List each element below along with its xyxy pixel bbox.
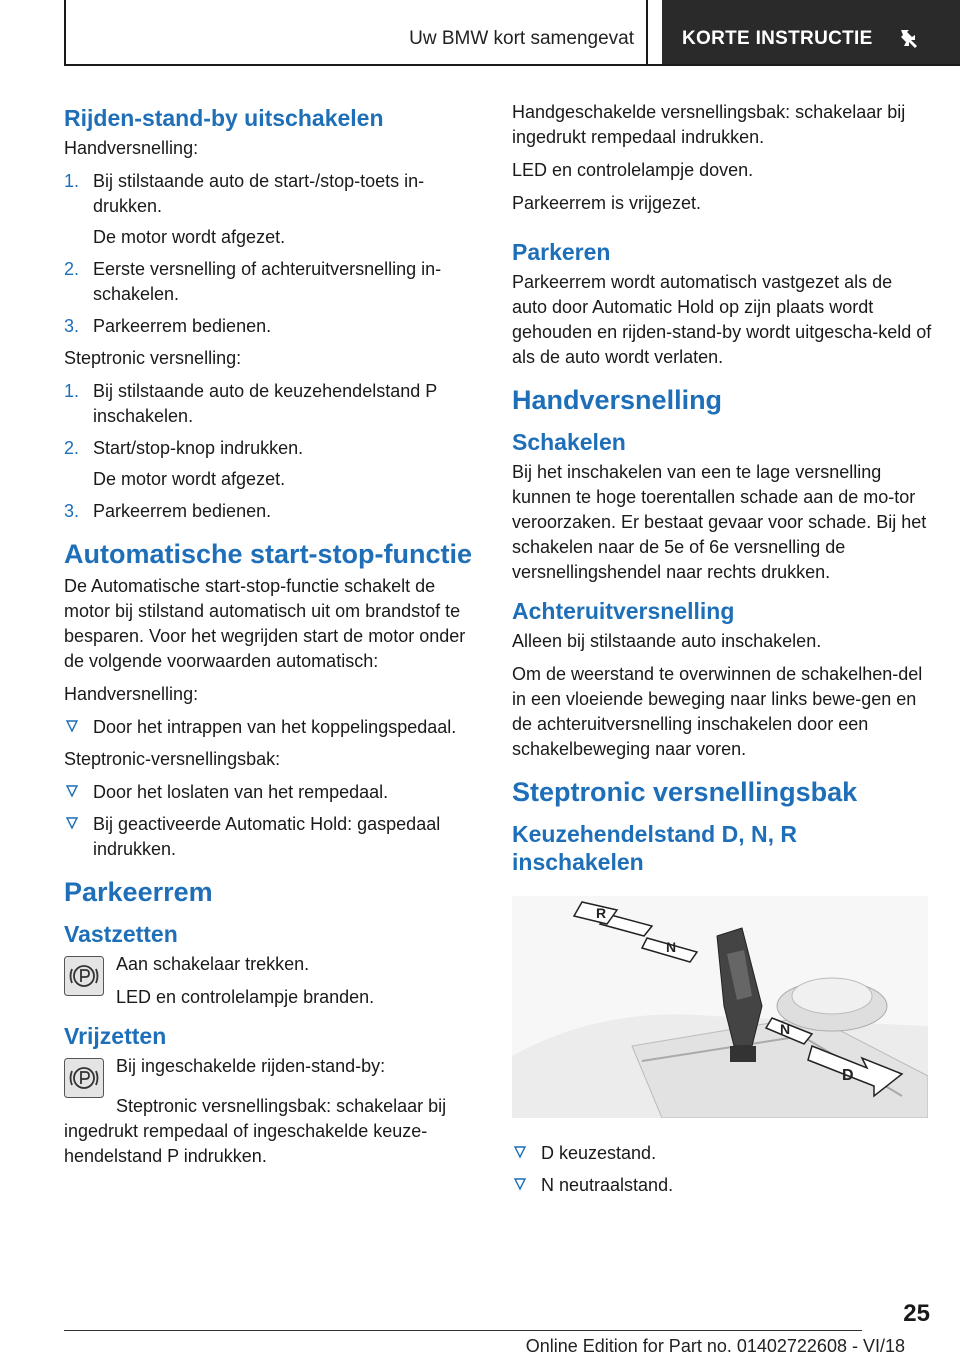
step-text: Bij stilstaande auto de keuzehendelstand P inschakelen. <box>93 381 437 426</box>
step-text: Parkeerrem bedienen. <box>93 501 272 521</box>
heading-schakelen: Schakelen <box>512 429 626 455</box>
steptronic-label: Steptronic versnelling: <box>64 348 242 368</box>
parkeren-body: Parkeerrem wordt automatisch vastgezet als de auto door Automatic Hold op zijn plaats wordt gehouden en rijden-stand-by wordt uitgescha-keld of als de auto wordt verlaten. <box>512 272 932 367</box>
bullet-text: D keuzestand. <box>541 1143 657 1163</box>
bullet-triangle-icon <box>513 1145 527 1159</box>
heading-achteruitversnelling: Achteruitversnelling <box>512 598 735 624</box>
vastzetten-text-2: LED en controlelampje branden. <box>116 987 375 1007</box>
step-text: Parkeerrem bedienen. <box>93 316 272 336</box>
footer-edition: Online Edition for Part no. 01402722608 - VI/18 <box>525 1336 905 1356</box>
header-tab-label: KORTE INSTRUCTIE <box>682 28 873 49</box>
list-item <box>512 1173 932 1198</box>
step-number: 1. <box>64 381 80 401</box>
list-item <box>64 715 484 740</box>
heading-keuzehendelstand: Keuzehendelstand D, N, R inschakelen <box>512 821 797 875</box>
heading-steptronic-versnellingsbak: Steptronic versnellingsbak <box>512 777 858 807</box>
heading-parkeren: Parkeren <box>512 239 611 265</box>
vrijzetten-text-3: Handgeschakelde versnellingsbak: schakelaar bij ingedrukt rempedaal indrukken. <box>512 102 906 147</box>
heading-rijden-stand-by: Rijden-stand-by uitschakelen <box>64 105 384 131</box>
list-item <box>64 436 484 492</box>
vastzetten-block <box>64 952 484 1010</box>
list-item <box>64 379 484 429</box>
heading-vrijzetten: Vrijzetten <box>64 1023 167 1049</box>
figure-label-d: D <box>842 1067 854 1084</box>
header-divider <box>646 0 648 66</box>
heading-handversnelling: Handversnelling <box>512 385 723 415</box>
step-result: De motor wordt afgezet. <box>93 469 286 489</box>
step-number: 3. <box>64 501 80 521</box>
heading-parkeerrem: Parkeerrem <box>64 877 213 907</box>
step-number: 1. <box>64 171 80 191</box>
vrijzetten-text-1: Bij ingeschakelde rijden-stand-by: <box>116 1056 386 1076</box>
achteruit-text-2: Om de weerstand te overwinnen de schakelhen-del in een vloeiende beweging naar links bewe-gen en de achteruitversnelling inschakelen door een schakelbeweging naar voren. <box>512 664 923 759</box>
list-item <box>64 169 484 250</box>
page-number: 25 <box>903 1300 930 1327</box>
step-text: Eerste versnelling of achteruitversnelling in-schakelen. <box>93 259 442 304</box>
footer-rule <box>64 1330 862 1331</box>
auto-body: De Automatische start-stop-functie schakelt de motor bij stilstand automatisch uit om brandstof te besparen. Voor het wegrijden start de motor onder de volgende voorwaarden automatisch: <box>64 576 466 671</box>
steptronic-steps <box>64 379 484 524</box>
figure-label-r: R <box>596 905 607 921</box>
vrijzetten-text-5: Parkeerrem is vrijgezet. <box>512 193 702 213</box>
step-number: 3. <box>64 316 80 336</box>
right-column <box>512 100 932 1205</box>
bullet-triangle-icon <box>65 816 79 830</box>
bullet-text: N neutraalstand. <box>541 1175 674 1195</box>
bullet-text: Door het intrappen van het koppelingspedaal. <box>93 717 457 737</box>
achteruit-text-1: Alleen bij stilstaande auto inschakelen. <box>512 631 822 651</box>
step-result: De motor wordt afgezet. <box>93 227 286 247</box>
auto-step-label: Steptronic-versnellingsbak: <box>64 749 281 769</box>
gear-selector-illustration <box>512 896 928 1118</box>
bullet-text: Door het loslaten van het rempedaal. <box>93 782 389 802</box>
list-item <box>64 257 484 307</box>
vastzetten-text-1: Aan schakelaar trekken. <box>116 954 310 974</box>
step-number: 2. <box>64 438 80 458</box>
left-column <box>64 100 484 1177</box>
bullet-triangle-icon <box>65 719 79 733</box>
schakelen-body: Bij het inschakelen van een te lage versnelling kunnen te hoge toerentallen schade aan de mo-tor veroorzaken. Er bestaat gevaar voor schade. Bij het schakelen naar de 5e of 6e versnelling de versnellingshendel naar rechts drukken. <box>512 462 927 582</box>
keuze-bullets <box>512 1141 932 1198</box>
vrijzetten-block <box>64 1054 484 1098</box>
figure-label-n2: N <box>780 1021 791 1037</box>
list-item <box>64 780 484 805</box>
vrijzetten-text-4: LED en controlelampje doven. <box>512 160 754 180</box>
auto-step-bullets <box>64 780 484 862</box>
vrijzetten-text-2: Steptronic versnellingsbak: schakelaar bij ingedrukt rempedaal of ingeschakelde keuze-hendelstand P indrukken. <box>64 1096 447 1166</box>
auto-hand-bullets <box>64 715 484 740</box>
bullet-triangle-icon <box>65 784 79 798</box>
list-item <box>64 314 484 339</box>
auto-hand-label: Handversnelling: <box>64 684 199 704</box>
pushpin-icon <box>898 27 922 51</box>
hand-label: Handversnelling: <box>64 138 199 158</box>
parking-brake-icon <box>64 956 104 996</box>
heading-vastzetten: Vastzetten <box>64 921 178 947</box>
heading-automatische-start-stop: Automatische start-stop-functie <box>64 539 473 569</box>
step-number: 2. <box>64 259 80 279</box>
list-item <box>64 499 484 524</box>
figure-label-n: N <box>666 939 677 955</box>
hand-steps <box>64 169 484 339</box>
header-tab[interactable] <box>662 0 960 64</box>
bullet-text: Bij geactiveerde Automatic Hold: gaspedaal indrukken. <box>93 814 441 859</box>
step-text: Start/stop-knop indrukken. <box>93 438 304 458</box>
list-item <box>64 812 484 862</box>
header-section-title: Uw BMW kort samengevat <box>409 28 634 49</box>
bullet-triangle-icon <box>513 1177 527 1191</box>
parking-brake-icon <box>64 1058 104 1098</box>
header-rule <box>64 64 960 66</box>
step-text: Bij stilstaande auto de start-/stop-toets in-drukken. <box>93 171 425 216</box>
list-item <box>512 1141 932 1166</box>
